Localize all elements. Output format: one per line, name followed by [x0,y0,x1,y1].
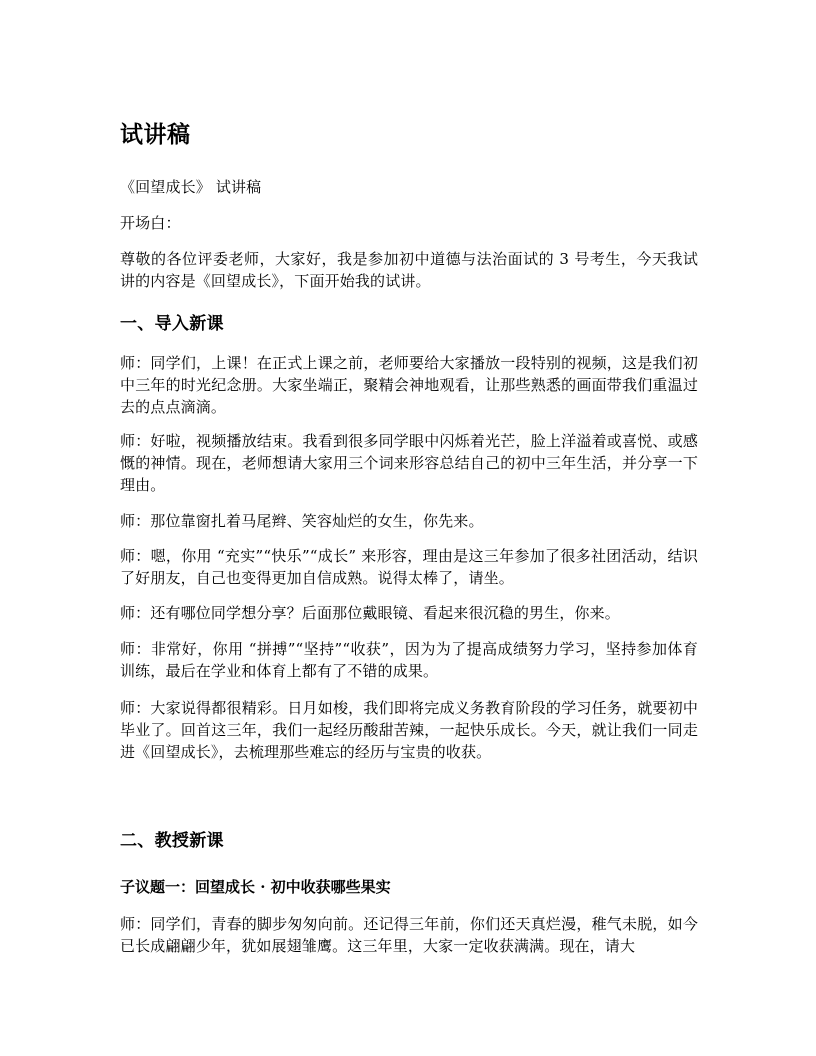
intro-paragraph: 尊敬的各位评委老师，大家好，我是参加初中道德与法治面试的 3 号考生，今天我试讲的内容是《回望成长》，下面开始我的试讲。 [120,250,698,290]
section-1-paragraph: 师：嗯，你用 “充实”“快乐”“成长” 来形容，理由是这三年参加了很多社团活动，结识了好朋友，自己也变得更加自信成熟。说得太棒了，请坐。 [120,547,698,587]
section-1-paragraph: 师：同学们，上课！在正式上课之前，老师要给大家播放一段特别的视频，这是我们初中三年的时光纪念册。大家坐端正，聚精会神地观看，让那些熟悉的画面带我们重温过去的点点滴滴。 [120,354,698,416]
section-1-paragraph: 师：那位靠窗扎着马尾辫、笑容灿烂的女生，你先来。 [120,512,484,530]
section-2-subheading: 子议题一：回望成长 · 初中收获哪些果实 [120,878,391,896]
section-1-paragraph: 师：大家说得都很精彩。日月如梭，我们即将完成义务教育阶段的学习任务，就要初中毕业了。回首这三年，我们一起经历酸甜苦辣，一起快乐成长。今天，就让我们一同走进《回望成长》，去梳理那些难忘的经历与宝贵的收获。 [120,699,698,761]
section-2-heading: 二、教授新课 [120,831,224,851]
document-title: 试讲稿 [120,121,191,148]
document-subtitle: 《回望成长》 试讲稿 [120,178,262,196]
section-1-paragraph: 师：好啦，视频播放结束。我看到很多同学眼中闪烁着光芒，脸上洋溢着或喜悦、或感慨的神情。现在，老师想请大家用三个词来形容总结自己的初中三年生活，并分享一下理由。 [120,432,698,494]
section-1-paragraph: 师：还有哪位同学想分享？后面那位戴眼镜、看起来很沉稳的男生，你来。 [120,604,620,622]
section-1-paragraph: 师：非常好，你用 “拼搏”“坚持”“收获”，因为为了提高成绩努力学习，坚持参加体育训练，最后在学业和体育上都有了不错的成果。 [120,640,698,680]
opening-label: 开场白： [120,214,181,232]
section-2-paragraph: 师：同学们，青春的脚步匆匆向前。还记得三年前，你们还天真烂漫，稚气未脱，如今已长成翩翩少年，犹如展翅雏鹰。这三年里，大家一定收获满满。现在，请大 [120,915,698,955]
section-1-heading: 一、导入新课 [120,314,224,334]
